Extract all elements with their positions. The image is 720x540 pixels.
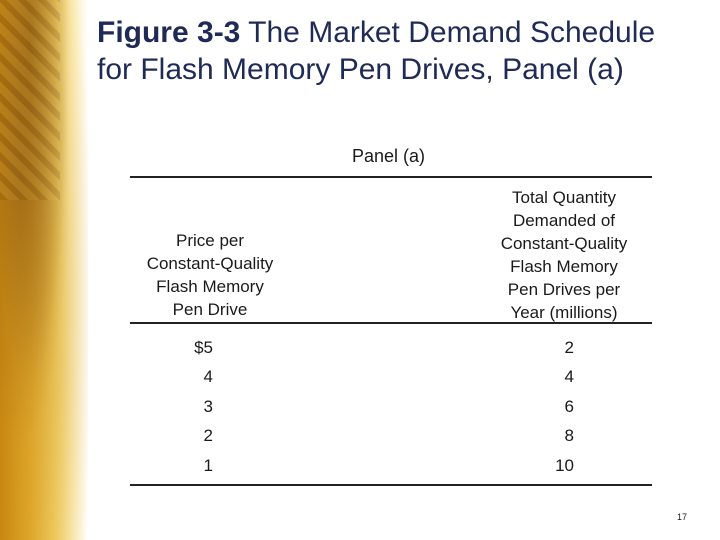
quantity-header-line: Total Quantity xyxy=(512,188,616,207)
price-header-line: Constant-Quality xyxy=(146,254,274,273)
quantity-header-line: Pen Drives per xyxy=(507,280,621,299)
quantity-header-line: Demanded of xyxy=(512,211,616,230)
price-header-line: Pen Drive xyxy=(172,300,248,319)
quantity-column-header xyxy=(474,186,654,324)
table-top-rule xyxy=(130,176,652,178)
page-number: 17 xyxy=(677,512,688,522)
panel-label: Panel (a) xyxy=(352,146,426,166)
figure-caption: The Market Demand Schedule for Flash Memory Pen Drives, Panel (a) xyxy=(97,16,656,86)
price-cell: 1 xyxy=(203,456,213,475)
quantity-cell: 8 xyxy=(564,426,574,445)
quantity-cell: 2 xyxy=(564,338,574,357)
quantity-header-line: Constant-Quality xyxy=(500,234,628,253)
quantity-cell: 10 xyxy=(555,456,574,475)
price-cell: $5 xyxy=(194,338,213,357)
quantity-cell: 4 xyxy=(564,367,574,386)
price-cell: 4 xyxy=(203,367,213,386)
quantity-cell: 6 xyxy=(564,397,574,416)
price-cell: 2 xyxy=(203,426,213,445)
quantity-header-line: Year (millions) xyxy=(510,303,618,322)
price-column-header xyxy=(130,229,290,321)
decorative-sidebar xyxy=(0,0,88,540)
table-bottom-rule xyxy=(130,484,652,486)
sidebar-texture xyxy=(0,0,60,200)
figure-number: Figure 3-3 xyxy=(97,16,241,49)
slide-title xyxy=(97,14,697,88)
quantity-header-line: Flash Memory xyxy=(510,257,618,276)
price-cell: 3 xyxy=(203,397,213,416)
table-header-rule xyxy=(130,322,652,324)
price-header-line: Price per xyxy=(175,231,245,250)
price-header-line: Flash Memory xyxy=(156,277,264,296)
